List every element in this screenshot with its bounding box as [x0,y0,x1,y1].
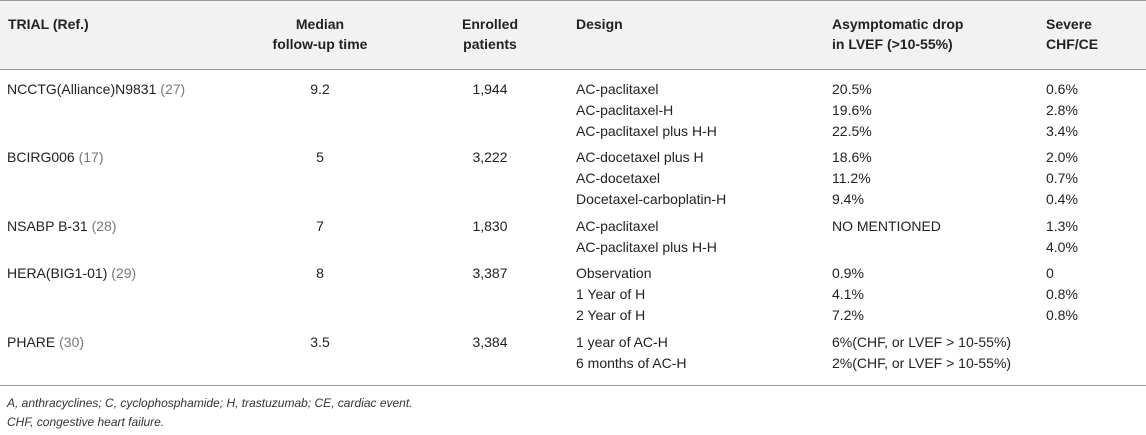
lvef-list: NO MENTIONED [832,218,941,234]
followup-value: 7 [316,218,324,234]
lvef-list: 18.6% 11.2% 9.4% [832,149,872,207]
chf-list: 0 0.8% 0.8% [1046,265,1078,323]
reference-link: (28) [91,218,117,234]
chf-list: 1.3% 4.0% [1046,218,1078,255]
table-header [0,0,1146,70]
trial-name: NCCTG(Alliance)N9831 (27) [7,81,186,97]
footnote-abbreviations: A, anthracyclines; C, cyclophosphamide; H, trastuzumab; CE, cardiac event. [7,396,413,410]
trial-name: NSABP B-31 (28) [7,218,117,234]
trial-name: PHARE (30) [7,334,85,350]
chf-list: 2.0% 0.7% 0.4% [1046,149,1078,207]
header-lvef: Asymptomatic drop in LVEF (>10-55%) [832,16,964,52]
reference-link: (27) [160,81,186,97]
header-trial: TRIAL (Ref.) [8,16,89,32]
enrolled-value: 3,222 [472,149,508,165]
followup-value: 8 [316,265,324,281]
trial-name: BCIRG006 (17) [7,149,104,165]
followup-value: 3.5 [310,334,330,350]
reference-link: (30) [59,334,85,350]
enrolled-value: 1,944 [472,81,508,97]
enrolled-value: 3,384 [472,334,508,350]
design-list: Observation 1 Year of H 2 Year of H [576,265,652,323]
design-list: AC-docetaxel plus H AC-docetaxel Docetaxel-carboplatin-H [576,149,727,207]
enrolled-value: 3,387 [472,265,508,281]
lvef-list: 20.5% 19.6% 22.5% [832,81,872,139]
design-list: AC-paclitaxel AC-paclitaxel plus H-H [576,218,717,255]
enrolled-value: 1,830 [472,218,508,234]
header-followup: Median follow-up time [272,16,368,52]
reference-link: (17) [78,149,104,165]
trial-name: HERA(BIG1-01) (29) [7,265,137,281]
design-list: 1 year of AC-H 6 months of AC-H [576,334,687,371]
header-enrolled: Enrolled patients [461,16,518,52]
reference-link: (29) [111,265,137,281]
followup-value: 5 [316,149,324,165]
design-list: AC-paclitaxel AC-paclitaxel-H AC-paclitaxel plus H-H [576,81,717,139]
header-design: Design [576,16,623,32]
lvef-list: 0.9% 4.1% 7.2% [832,265,864,323]
footnote-chf: CHF, congestive heart failure. [7,415,165,429]
lvef-list: 6%(CHF, or LVEF > 10-55%) 2%(CHF, or LVEF > 10-55%) [832,334,1012,371]
table-bottom-rule [0,385,1146,386]
chf-list: 0.6% 2.8% 3.4% [1046,81,1078,139]
followup-value: 9.2 [310,81,330,97]
header-chf: Severe CHF/CE [1046,16,1099,52]
